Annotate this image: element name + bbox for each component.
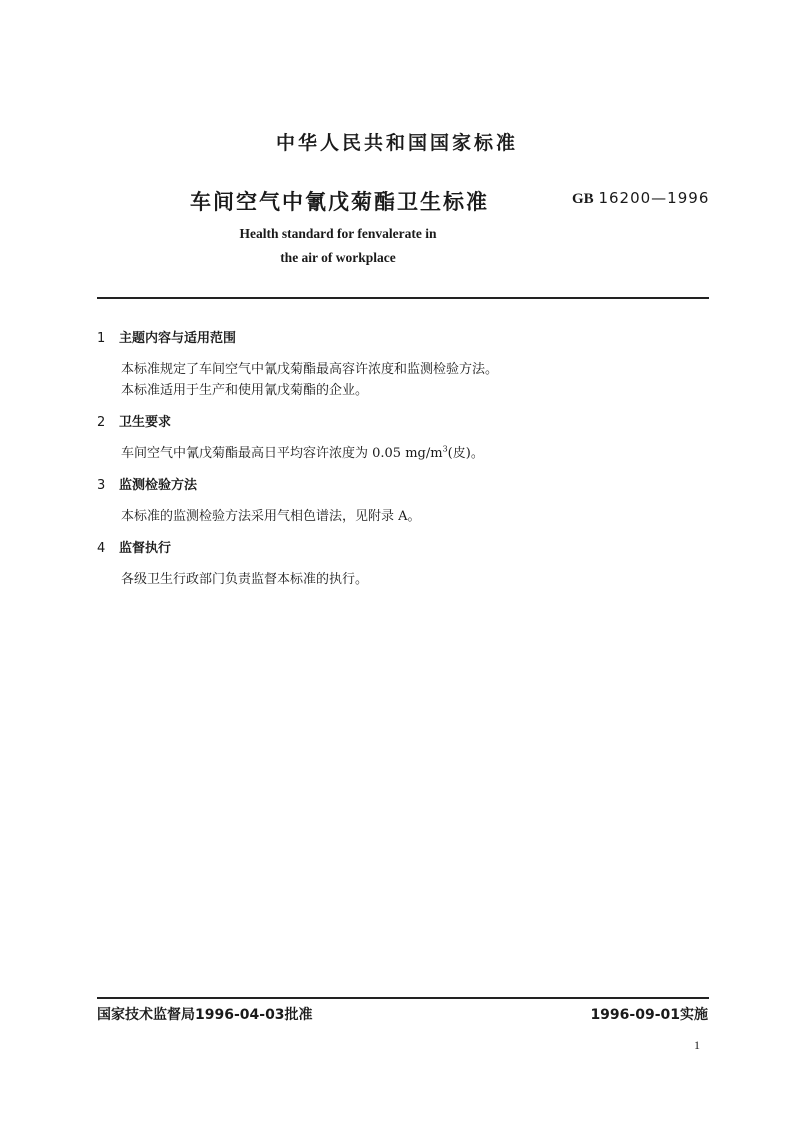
standard-title-cn: 车间空气中氰戊菊酯卫生标准 xyxy=(190,190,489,214)
section-4-paragraph-1: 各级卫生行政部门负责监督本标准的执行。 xyxy=(121,572,369,587)
page-number: 1 xyxy=(694,1038,700,1052)
section-1-heading xyxy=(97,327,236,346)
standard-title-en-line2: the air of workplace xyxy=(280,250,396,265)
national-standard-heading: 中华人民共和国国家标准 xyxy=(275,132,518,154)
standard-number xyxy=(572,189,709,208)
concentration-text: 车间空气中氰戊菊酯最高日平均容许浓度为 0.05 mg/m xyxy=(121,446,443,461)
section-number: 2 xyxy=(97,415,106,430)
section-title: 监测检验方法 xyxy=(119,478,198,493)
header-divider xyxy=(97,297,709,299)
section-1-paragraph-2: 本标准适用于生产和使用氰戊菊酯的企业。 xyxy=(121,383,369,398)
skin-notation: (皮)。 xyxy=(447,446,484,461)
section-number: 1 xyxy=(97,331,106,346)
footer-divider xyxy=(97,997,709,999)
section-1-paragraph-1: 本标准规定了车间空气中氰戊菊酯最高容许浓度和监测检验方法。 xyxy=(121,362,499,377)
implementation-line: 1996-09-01实施 xyxy=(590,1007,708,1023)
section-3-heading xyxy=(97,474,197,493)
section-number: 3 xyxy=(97,478,106,493)
section-2-heading xyxy=(97,411,171,430)
unit-superscript: 3 xyxy=(442,444,448,454)
section-title: 监督执行 xyxy=(119,541,172,556)
section-title: 主题内容与适用范围 xyxy=(119,331,237,346)
standard-prefix: GB xyxy=(572,191,594,207)
section-4-heading xyxy=(97,537,171,556)
section-3-paragraph-1: 本标准的监测检验方法采用气相色谱法，见附录 A。 xyxy=(121,509,421,524)
section-number: 4 xyxy=(97,541,106,556)
approval-line: 国家技术监督局1996-04-03批准 xyxy=(97,1007,313,1023)
section-title: 卫生要求 xyxy=(119,415,172,430)
section-2-paragraph-1 xyxy=(121,442,484,461)
standard-code: 16200—1996 xyxy=(598,189,710,207)
standard-title-en-line1: Health standard for fenvalerate in xyxy=(239,226,437,241)
